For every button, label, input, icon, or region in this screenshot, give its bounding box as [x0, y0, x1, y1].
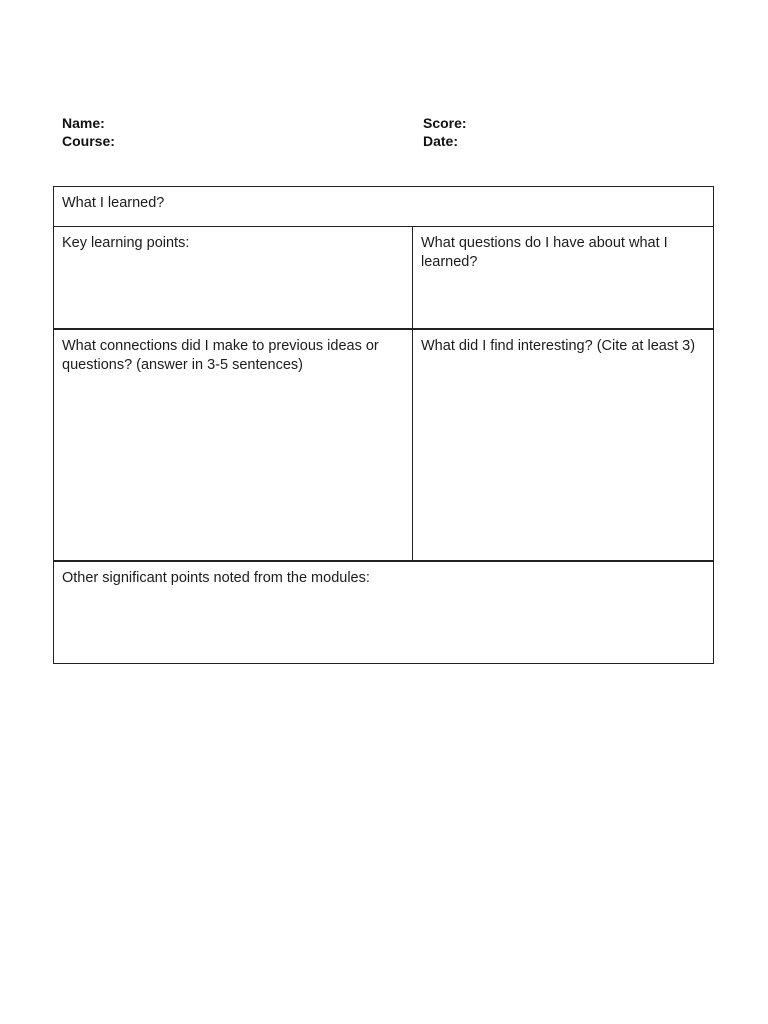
- interesting-cell: What did I find interesting? (Cite at least 3): [421, 338, 696, 354]
- date-label: Date:: [423, 133, 459, 149]
- header-right: [423, 114, 467, 150]
- other-significant-points-cell: Other significant points noted from the modules:: [62, 570, 370, 586]
- name-label: Name:: [62, 115, 105, 131]
- reflection-worksheet-table: [53, 186, 714, 664]
- connections-cell: What connections did I make to previous ideas or questions? (answer in 3-5 sentences): [62, 338, 379, 373]
- what-i-learned-cell: What I learned?: [62, 195, 165, 211]
- questions-cell: What questions do I have about what I learned?: [421, 235, 668, 270]
- score-label: Score:: [423, 115, 467, 131]
- course-label: Course:: [62, 133, 115, 149]
- key-learning-points-cell: Key learning points:: [62, 235, 190, 251]
- header-left: [62, 114, 115, 150]
